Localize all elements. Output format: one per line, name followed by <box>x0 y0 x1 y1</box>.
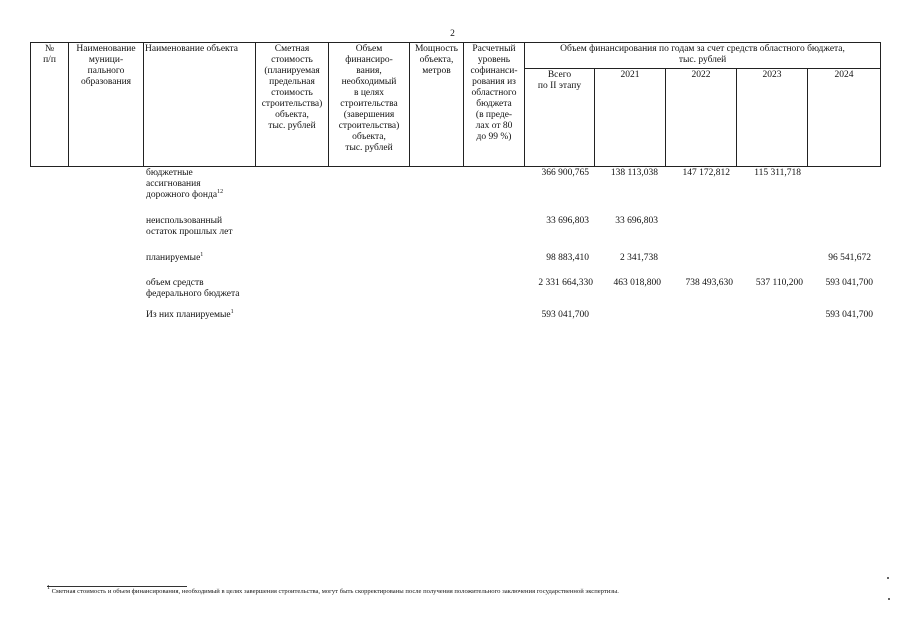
header-cofinancing-level: Расчетный уровень софинанси- рования из областного бюджета (в преде- лах от 80 до 99 %) <box>464 43 525 167</box>
header-capacity: Мощность объекта, метров <box>410 43 464 167</box>
financing-table-header <box>30 42 881 167</box>
row-2021: 33 696,803 <box>615 216 658 226</box>
row-label: бюджетные ассигнования дорожного фонда$^{12}$ <box>146 168 224 201</box>
scan-speck <box>888 598 890 600</box>
row-2022: 738 493,630 <box>685 278 733 288</box>
row-2021: 463 018,800 <box>613 278 661 288</box>
header-municipality: Наименование муници- пального образования <box>69 43 144 167</box>
row-2021: 138 113,038 <box>610 168 658 178</box>
row-label: объем средств федерального бюджета <box>146 278 240 300</box>
row-2021: 2 341,738 <box>620 253 658 263</box>
row-label: неиспользованный остаток прошлых лет <box>146 216 233 238</box>
page-number: 2 <box>450 29 455 39</box>
header-2024: 2024 <box>808 69 881 167</box>
header-financing-group: Объем финансирования по годам за счет средств областного бюджета, тыс. рублей <box>525 43 881 69</box>
row-2022: 147 172,812 <box>682 168 730 178</box>
row-total: 2 331 664,330 <box>538 278 593 288</box>
header-num: № п/п <box>31 43 69 167</box>
row-2024: 593 041,700 <box>825 278 873 288</box>
header-volume: Объем финансиро- вания, необходимый в целях строительства (завершения строительства) объекта, тыс. рублей <box>329 43 410 167</box>
header-total: Всего по II этапу <box>525 69 595 167</box>
row-2024: 96 541,672 <box>828 253 871 263</box>
row-total: 98 883,410 <box>546 253 589 263</box>
row-2023: 537 110,200 <box>755 278 803 288</box>
row-label: Из них планируемые$^1$ <box>146 309 234 320</box>
footnote <box>47 585 867 596</box>
header-object: Наименование объекта <box>144 43 256 167</box>
header-2023: 2023 <box>737 69 808 167</box>
row-total: 366 900,765 <box>541 168 589 178</box>
header-2022: 2022 <box>666 69 737 167</box>
scan-speck <box>887 577 889 579</box>
row-2024: 593 041,700 <box>825 310 873 320</box>
row-label: планируемые$^1$ <box>146 252 204 263</box>
row-total: 33 696,803 <box>546 216 589 226</box>
footnote-text: Сметная стоимость и объем финансирования, необходимый в целях завершения строительства, могут быть скорректированы после получения положительного заключения государственной экспертизы. <box>51 588 619 595</box>
footnote-divider <box>47 586 187 587</box>
row-2023: 115 311,718 <box>754 168 801 178</box>
header-estimate: Сметная стоимость (планируемая предельная стоимость строительства) объекта, тыс. рублей <box>256 43 329 167</box>
row-total: 593 041,700 <box>541 310 589 320</box>
header-2021: 2021 <box>595 69 666 167</box>
footnote-marker: 1 <box>47 585 50 591</box>
